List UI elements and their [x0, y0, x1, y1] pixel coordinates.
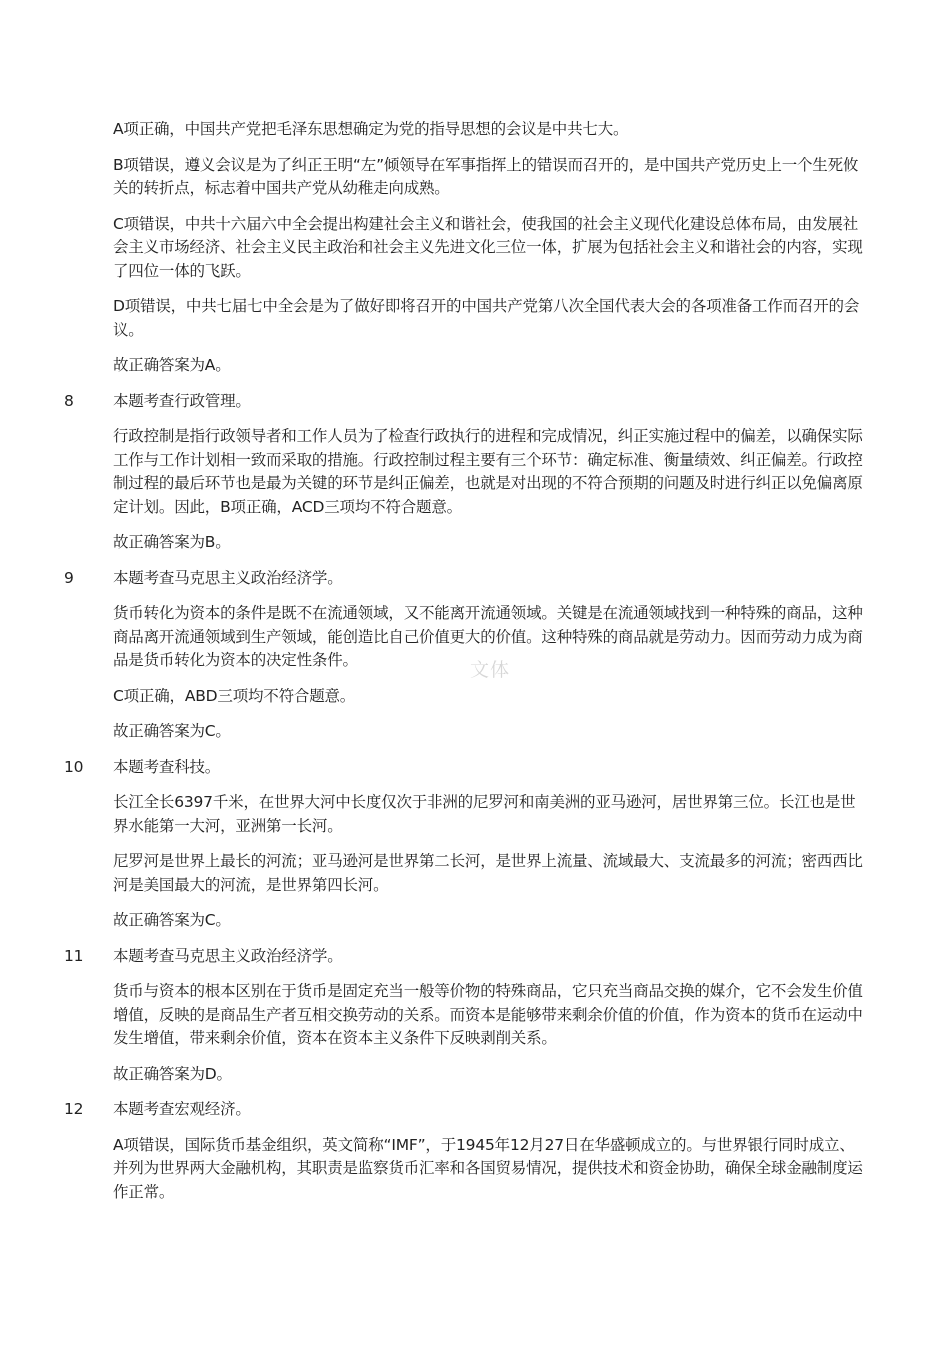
question-topic: 本题考查马克思主义政治经济学。	[113, 568, 343, 587]
explanation-paragraph: D项错误，中共七届七中全会是为了做好即将召开的中国共产党第八次全国代表大会的各项准备工作而召开的会议。	[113, 297, 860, 339]
explanation-paragraph: 货币转化为资本的条件是既不在流通领域，又不能离开流通领域。关键是在流通领域找到一种特殊的商品，这种商品离开流通领域到生产领域，能创造比自己价值更大的价值。这种特殊的商品就是劳动力。因而劳动力成为商品是货币转化为资本的决定性条件。	[113, 604, 863, 669]
explanation-paragraph: 长江全长6397千米，在世界大河中长度仅次于非洲的尼罗河和南美洲的亚马逊河，居世界第三位。长江也是世界水能第一大河，亚洲第一长河。	[113, 793, 856, 835]
question-number: 9	[64, 568, 74, 587]
question-number: 11	[64, 946, 84, 965]
explanation-paragraph: 故正确答案为D。	[113, 1064, 232, 1083]
explanation-paragraph: 故正确答案为C。	[113, 911, 231, 929]
question-topic: 本题考查宏观经济。	[113, 1100, 251, 1118]
question-number: 12	[64, 1100, 84, 1118]
watermark: 文体	[470, 659, 511, 681]
explanation-paragraph: 故正确答案为A。	[113, 356, 231, 374]
explanation-paragraph: C项错误，中共十六届六中全会提出构建社会主义和谐社会，使我国的社会主义现代化建设总体布局，由发展社会主义市场经济、社会主义民主政治和社会主义先进文化三位一体，扩展为包括社会主义和谐社会的内容，实现了四位一体的飞跃。	[113, 214, 863, 280]
explanation-paragraph: 尼罗河是世界上最长的河流；亚马逊河是世界第二长河，是世界上流量、流域最大、支流最多的河流；密西西比河是美国最大的河流，是世界第四长河。	[113, 852, 863, 894]
question-heading	[64, 1098, 865, 1122]
explanation-paragraph: 故正确答案为C。	[113, 722, 231, 740]
question-heading	[64, 945, 865, 969]
question-heading	[64, 567, 865, 591]
question-topic: 本题考查马克思主义政治经济学。	[113, 946, 343, 965]
explanation-paragraph: C项正确，ABD三项均不符合题意。	[113, 686, 356, 705]
question-heading	[64, 390, 865, 414]
question-topic: 本题考查科技。	[113, 757, 221, 776]
question-heading	[64, 756, 865, 780]
question-number: 8	[64, 391, 74, 410]
explanation-paragraph: 货币与资本的根本区别在于货币是固定充当一般等价物的特殊商品，它只充当商品交换的媒介，它不会发生价值增值，反映的是商品生产者互相交换劳动的关系。而资本是能够带来剩余价值的价值，作为资本的货币在运动中发生增值，带来剩余价值，资本在资本主义条件下反映剥削关系。	[113, 982, 863, 1047]
explanation-paragraph: A项错误，国际货币基金组织，英文简称“IMF”，于1945年12月27日在华盛顿成立的。与世界银行同时成立、并列为世界两大金融机构，其职责是监察货币汇率和各国贸易情况，提供技术和资金协助，确保全球金融制度运作正常。	[113, 1135, 863, 1201]
explanation-paragraph: 行政控制是指行政领导者和工作人员为了检查行政执行的进程和完成情况，纠正实施过程中的偏差，以确保实际工作与工作计划相一致而采取的措施。行政控制过程主要有三个环节：确定标准、衡量绩效、纠正偏差。行政控制过程的最后环节也是最为关键的环节是纠正偏差，也就是对出现的不符合预期的问题及时进行纠正以免偏离原定计划。因此，B项正确，ACD三项均不符合题意。	[113, 427, 863, 516]
question-topic: 本题考查行政管理。	[113, 391, 251, 410]
question-number: 10	[64, 757, 84, 776]
explanation-paragraph: 故正确答案为B。	[113, 533, 231, 551]
explanation-paragraph: B项错误，遵义会议是为了纠正王明“左”倾领导在军事指挥上的错误而召开的，是中国共产党历史上一个生死攸关的转折点，标志着中国共产党从幼稚走向成熟。	[113, 155, 859, 197]
explanation-paragraph: A项正确，中国共产党把毛泽东思想确定为党的指导思想的会议是中共七大。	[113, 120, 629, 138]
